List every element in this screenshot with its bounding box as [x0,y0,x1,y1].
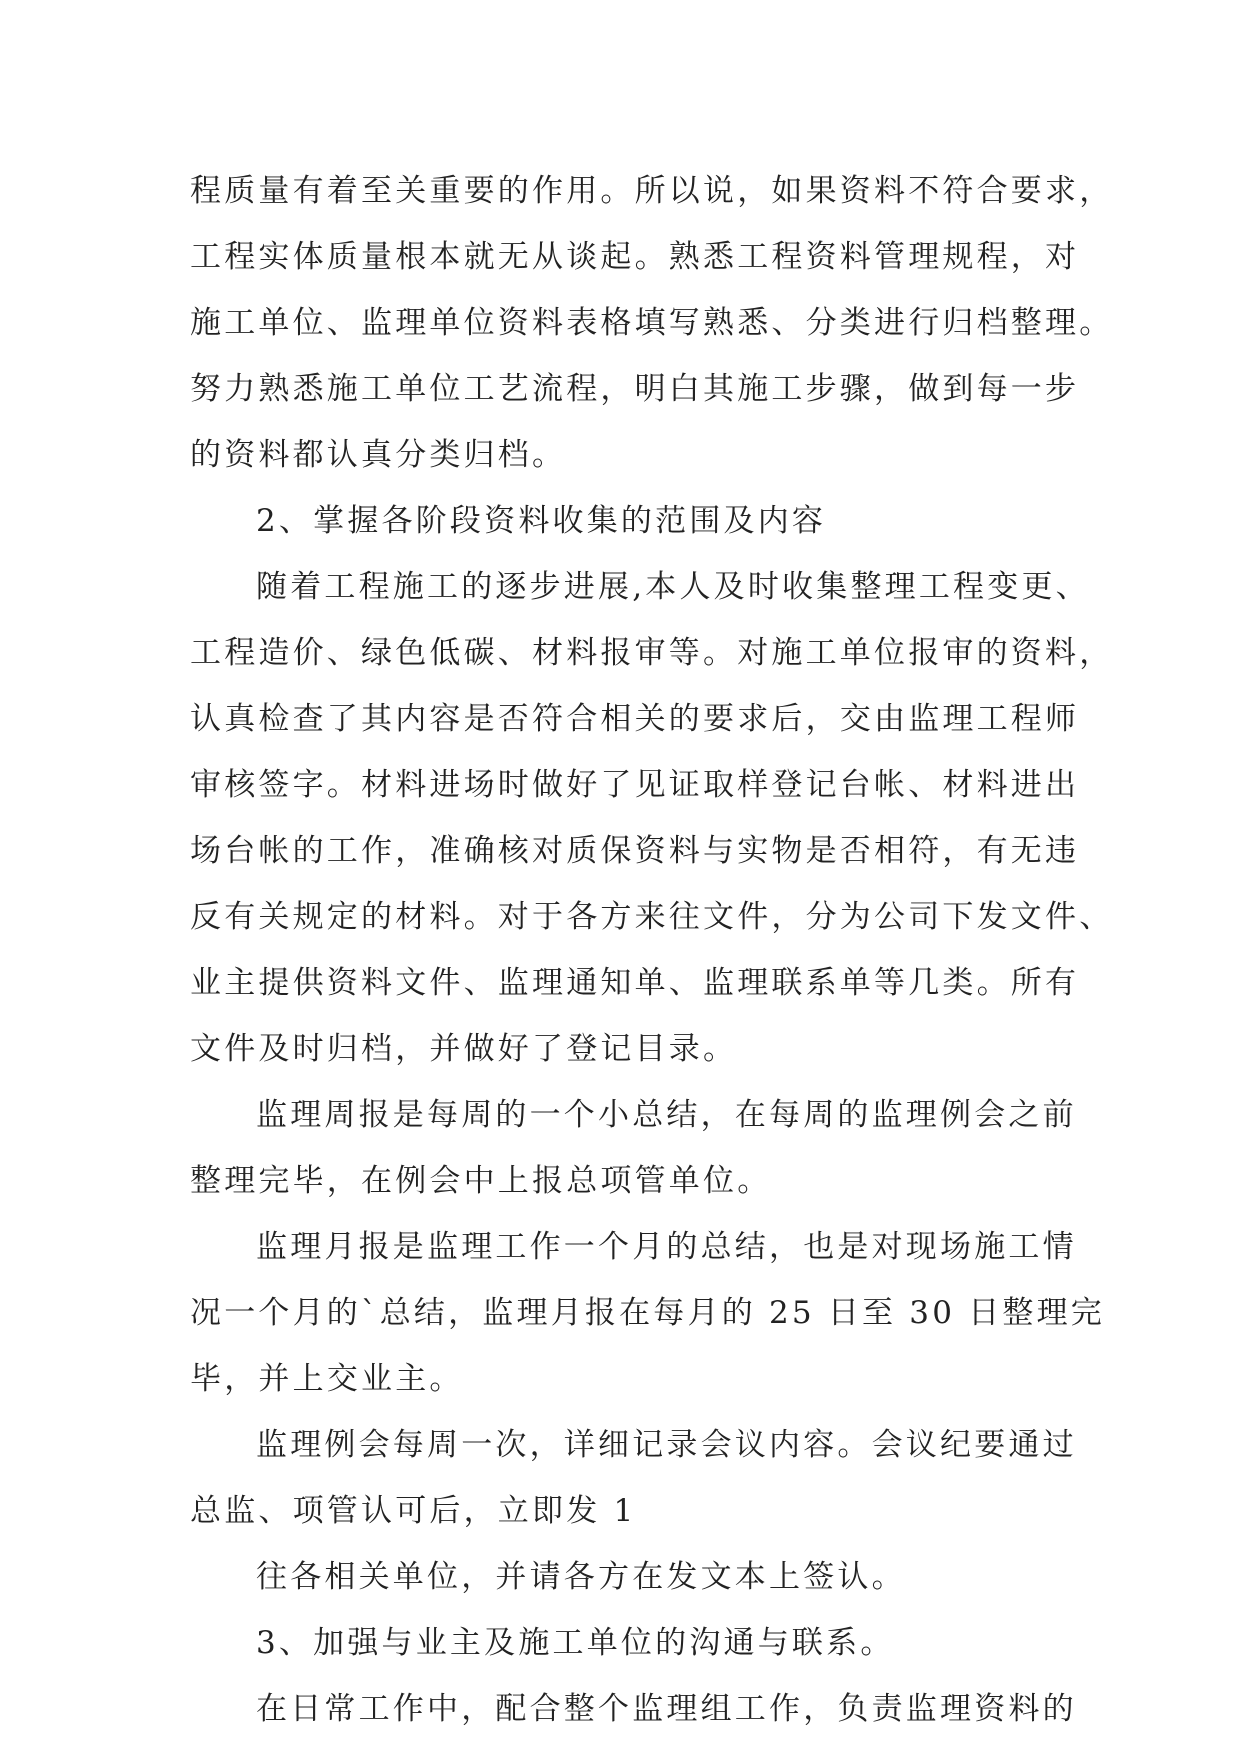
text-line: 工程实体质量根本就无从谈起。熟悉工程资料管理规程，对 [190,239,1080,275]
text-line: 业主提供资料文件、监理通知单、监理联系单等几类。所有 [190,965,1080,1001]
text-line: 反有关规定的材料。对于各方来往文件，分为公司下发文件、 [190,899,1114,935]
text-line: 在日常工作中，配合整个监理组工作，负责监理资料的 [256,1691,1077,1727]
text-line: 努力熟悉施工单位工艺流程，明白其施工步骤，做到每一步 [190,371,1080,407]
text-line: 工程造价、绿色低碳、材料报审等。对施工单位报审的资料， [190,635,1114,671]
document-body [190,158,1114,1742]
text-line: 往各相关单位，并请各方在发文本上签认。 [256,1559,906,1595]
text-line: 审核签字。材料进场时做好了见证取样登记台帐、材料进出 [190,767,1080,803]
text-line: 程质量有着至关重要的作用。所以说，如果资料不符合要求， [190,173,1114,209]
text-line: 监理月报是监理工作一个月的总结，也是对现场施工情 [256,1229,1077,1265]
section-heading: 3、加强与业主及施工单位的沟通与联系。 [256,1625,895,1661]
text-line: 的资料都认真分类归档。 [190,437,567,473]
text-line: 文件及时归档，并做好了登记目录。 [190,1031,738,1067]
text-line: 况一个月的`总结，监理月报在每月的 25 日至 30 日整理完 [190,1295,1106,1331]
text-line: 毕，并上交业主。 [190,1361,464,1397]
text-line: 监理周报是每周的一个小总结，在每周的监理例会之前 [256,1097,1077,1133]
section-heading: 2、掌握各阶段资料收集的范围及内容 [256,503,827,539]
text-line: 监理例会每周一次，详细记录会议内容。会议纪要通过 [256,1427,1077,1463]
text-line: 认真检查了其内容是否符合相关的要求后，交由监理工程师 [190,701,1080,737]
text-line: 总监、项管认可后，立即发 1 [190,1493,637,1529]
text-line: 施工单位、监理单位资料表格填写熟悉、分类进行归档整理。 [190,305,1114,341]
text-line: 场台帐的工作，准确核对质保资料与实物是否相符，有无违 [190,833,1080,869]
text-line: 整理完毕，在例会中上报总项管单位。 [190,1163,772,1199]
text-line: 随着工程施工的逐步进展,本人及时收集整理工程变更、 [256,569,1090,605]
